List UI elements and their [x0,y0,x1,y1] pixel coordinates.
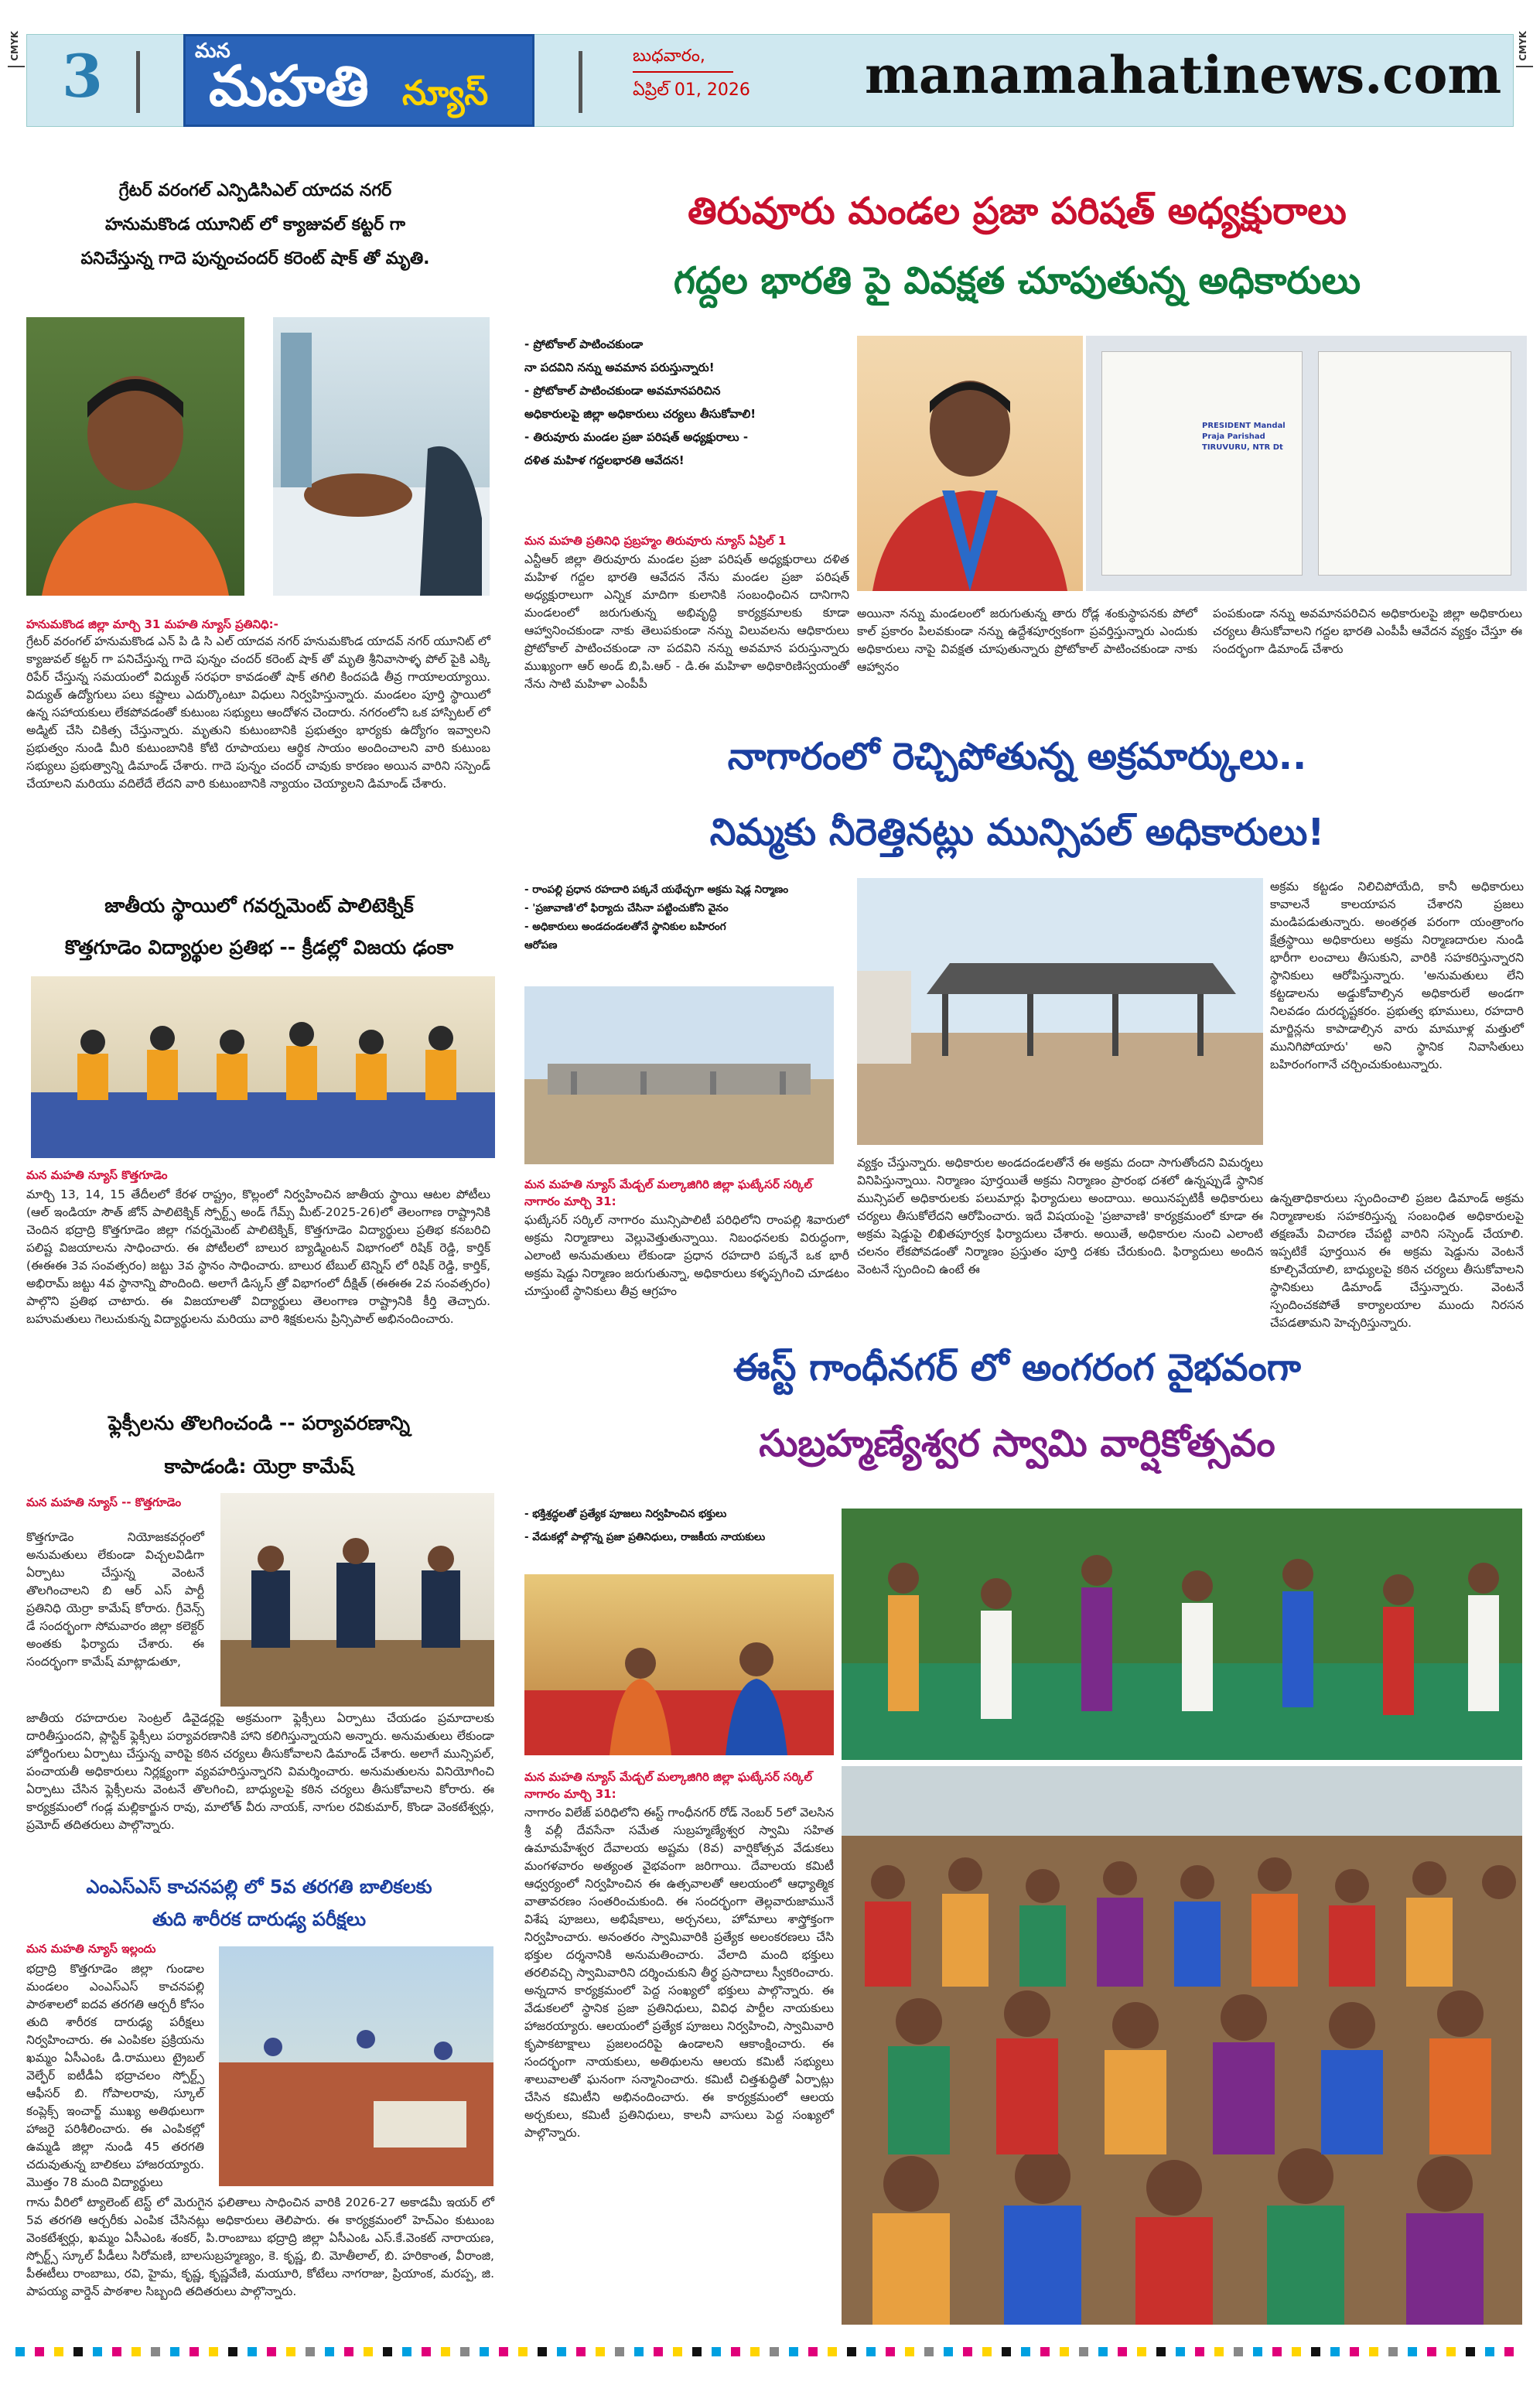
president-illustration [857,336,1083,591]
a2-body1: ఎన్టీఆర్ జిల్లా తిరువూరు మండల ప్రజా పరిషత్ అధ్యక్షురాలు దళిత మహిళ గద్దల భారతి ఆవేదన నేను మండల ప్రజా పరిషత్ అధ్యక్షురాలుగా ఎన్నిక మాదిగా కులానికి సంబంధించిన దానిగాని మండలంలో జరుగుతున్న అభివృద్ధి కార్యక్రమాలకు కూడా ఆహ్వానించకుండా నాకు తెలుపకుండా నన్ను విలువలను ఆధికారులు ప్రోటోకాల్ పాటించకుండా నా పదవిని నన్ను అవమాన పరుస్తున్నారు ముఖ్యంగా ఆర్ అండ్ బి,పి.ఆర్ - డి.ఈ మహిళా అధికారిణిస్వయంతో నేను సాటి మహిళా ఎంపీపీ [524,552,849,691]
calibration-swatch [963,2347,972,2356]
calibration-swatch [73,2347,83,2356]
calibration-swatch [886,2347,895,2356]
a1-headline [23,174,487,276]
a3-students-photo [31,976,495,1158]
calibration-swatch [866,2347,876,2356]
a6-bullets [524,880,849,955]
a5-archery-photo [219,1946,493,2186]
a1-headline-line: గ్రేటర్ వరంగల్ ఎన్పిడిసిఎల్ యాదవ నగర్ [118,181,392,200]
calibration-swatch [383,2347,392,2356]
construction-site-illustration [524,986,834,1164]
letter-page-2 [1318,351,1511,576]
calibration-swatch [828,2347,837,2356]
logo-mahathi: మహతి [209,53,369,118]
calibration-swatch [1214,2347,1224,2356]
calibration-swatch [499,2347,508,2356]
a4-body-narrow: కొత్తగూడెం నియోజకవర్గంలో అనుమతులు లేకుండా విచ్చలవిడిగా ఏర్పాటు చేస్తున్న వెంటనే తొలగించాలని బి ఆర్ ఎస్ పార్టీ ప్రతినిధి యెర్రా కామేష్ కోరారు. గ్రీవెన్స్ డే సందర్భంగా సోమవారం జిల్లా కలెక్టర్ అంతకు ఫిర్యాదు చేశారు. ఈ సందర్భంగా కామేష్ మాట్లాడుతూ, [26,1530,204,1669]
calibration-swatch [634,2347,644,2356]
a5-dateline: మన మహతి న్యూస్ ఇల్లందు [26,1942,156,1956]
a6-bullet: - 'ప్రజావాణి'లో ఫిర్యాదు చేసినా పట్టించుకోని వైనం [524,902,729,914]
letter-page-1 [1101,351,1303,576]
a6-bullet: - రాంపల్లి ప్రధాన రహదారి పక్కనే యథేచ్ఛగా అక్రమ షెడ్ల నిర్మాణం [524,883,789,896]
calibration-swatch [750,2347,760,2356]
a2-president-photo [857,336,1083,591]
a7-bullet: - వేడుకల్లో పాల్గొన్న ప్రజా ప్రతినిధులు, రాజకీయ నాయకులు [524,1531,766,1543]
calibration-swatch [190,2347,199,2356]
calibration-swatch [1388,2347,1398,2356]
calibration-swatch [1504,2347,1514,2356]
temple-ritual-illustration [842,1509,1522,1760]
calibration-swatch [982,2347,992,2356]
calibration-swatch [1485,2347,1494,2356]
calibration-swatch [847,2347,856,2356]
calibration-swatch [924,2347,934,2356]
calibration-swatch [1350,2347,1359,2356]
calibration-swatch [1234,2347,1243,2356]
calibration-swatch [1427,2347,1436,2356]
date-divider [633,71,733,73]
a2-body3: పంపకుండా నన్ను అవమానపరిచిన అధికారులపై జిల్లా అధికారులు చర్యలు తీసుకోవాలని గద్దల భారతి ఎంపీపీ ఆవేదన వ్యక్తం చేస్తూ ఈ సందర్భంగా డిమాండ్ చేశారు [1213,607,1522,656]
a5-headline [23,1871,495,1936]
a6-body4: ఉన్నతాధికారులు స్పందించాలి ప్రజల డిమాండ్ అక్రమ నిర్మాణాలకు సహకరిస్తున్న సంబంధిత అధికారులపై తక్షణమే విచారణ చేపట్టి వారిని సస్పెండ్ చేయాలి. ఇప్పటికే పూర్తయిన ఈ అక్రమ షెడ్డును వెంటనే కూల్చివేయాలి, బాధ్యులపై కఠిన చర్యలు తీసుకోవాలని స్థానికులు డిమాండ్ చేస్తున్నారు. వెంటనే స్పందించకపోతే కార్యాలయాల ముందు నిరసన చేపడతామని హెచ్చరిస్తున్నారు. [1270,1191,1524,1330]
calibration-swatch [576,2347,586,2356]
a5-headline-line: ఎంఎస్ఎస్ కాచనపల్లి లో 5వ తరగతి బాలికలకు [86,1876,432,1898]
a7-dateline: మన మహతి న్యూస్ మేడ్చల్ మల్కాజిగిరి జిల్లా ఘట్కేసర్ సర్కిల్ నాగారం మార్చి 31: [524,1770,812,1801]
a3-dateline: మన మహతి న్యూస్ కొత్తగూడెం [26,1168,168,1182]
a6-dateline: మన మహతి న్యూస్ మేడ్చల్ మల్కాజిగిరి జిల్లా ఘట్కేసర్ సర్కిల్ నాగారం మార్చి 31: [524,1177,812,1208]
calibration-swatch [1060,2347,1069,2356]
a3-headline-line: కొత్తగూడెం విద్యార్థుల ప్రతిభ -- క్రీడల్లో విజయ ఢంకా [64,936,454,958]
pooja-illustration [524,1574,834,1755]
masthead-divider [136,51,140,113]
calibration-swatch [1079,2347,1088,2356]
calibration-swatch [364,2347,373,2356]
calibration-swatch [460,2347,470,2356]
calibration-swatch [1098,2347,1108,2356]
calibration-swatch [712,2347,721,2356]
calibration-swatch [654,2347,663,2356]
calibration-swatch [596,2347,605,2356]
a4-body-wide: జాతీయ రహదారుల సెంట్రల్ డివైడర్లపై అక్రమంగా ఫ్లెక్సీలు ఏర్పాటు చేయడం ప్రమాదాలకు దారితీస్తుందని, ప్లాస్టిక్ ఫ్లెక్సీలు పర్యావరణానికి హాని కలిగిస్తున్నాయని అన్నారు. అనుమతులు లేకుండా హోర్డింగులు ఏర్పాటు చేస్తున్న వారిపై కఠిన చర్యలు తీసుకోవాలని డిమాండ్ చేశారు. అలాగే మున్సిపల్, పంచాయతీ అధికారులు నిర్లక్ష్యంగా వ్యవహరిస్తున్నారని విమర్శించారు. అనుమతులను వినియోగించి ఏర్పాటు చేసిన ఫ్లెక్సీలను వెంటనే తొలగించి, బాధ్యులపై కఠిన చర్యలు తీసుకోవాలని కోరారు. ఈ కార్యక్రమంలో గండ్ల మల్లికార్జున రావు, మాలోత్ వీరు నాయక్, నాగుల రవికుమార్, కొండా వెంకటేశ్వర్లు, ప్రమోద్ తదితరులు పాల్గొన్నారు. [26,1711,494,1832]
calibration-swatch [692,2347,702,2356]
a2-bullet: - తిరువూరు మండల ప్రజా పరిషత్ అధ్యక్షురాలు - [524,430,749,444]
a7-pooja-photo-1 [524,1574,834,1755]
crowd-illustration [842,1766,1522,2325]
calibration-swatch [325,2347,334,2356]
a7-headline-line2: సుబ్రహ్మణ్యేశ్వర స్వామి వార్షికోత్సవం [759,1422,1275,1465]
calibration-swatch [1040,2347,1050,2356]
calibration-swatch [209,2347,218,2356]
hospital-illustration [273,317,490,596]
calibration-swatch [112,2347,121,2356]
a7-ritual-photo [842,1509,1522,1760]
calibration-swatch [267,2347,276,2356]
a4-headline-line: ఫ్లెక్సీలను తొలగించండి -- పర్యావరణాన్ని [108,1412,411,1434]
a3-body: మార్చి 13, 14, 15 తేదీలలో కేరళ రాష్ట్రం, కొల్లంలో నిర్వహించిన జాతీయ స్థాయి ఆటల పోటీలు (ఆల్ ఇండియా సౌత్ జోన్ పాలిటెక్నిక్ స్పోర్ట్స్ అండ్ గేమ్స్ మీట్-2025-26)లో తెలంగాణ రాష్ట్రానికి చెందిన భద్రాద్రి కొత్తగూడెం జిల్లా గవర్నమెంట్ పాలిటెక్నిక్, కొత్తగూడెం విద్యార్థులు ప్రతిభ కనబరిచి పలిష్ట విజయాలను సాధించారు. ఈ పోటీలలో బాలుర బ్యాడ్మింటన్ విభాగంలో రిషిక్ రెడ్డి, కార్తిక్ (ఈఈఈ 3వ సంవత్సరం) జట్టు 3వ స్థానం సాధించారు. బాలుర టేబుల్ టెన్నిస్ లో రిషిక్ రెడ్డి, కార్తిక్, అభిరామ్ జట్టు 4వ స్థానాన్ని పొందింది. అలాగే డిస్కస్ త్రో విభాగంలో దీక్షిత్ (ఈఈఈ 2వ సంవత్సరం) పాల్గొని ప్రతిభ చాటారు. ఈ విజయాలతో విద్యార్థులు తెలంగాణ రాష్ట్రానికి కీర్తి తెచ్చారు. బహుమతులు గెలుచుకున్న విద్యార్థులను మరియు వారి శిక్షకులను ప్రిన్సిపాల్ అభినందించారు. [26,1187,490,1326]
calibration-swatch [1176,2347,1185,2356]
calibration-swatch [131,2347,141,2356]
a2-bullet: నా పదవిని నన్ను అవమాన పరుస్తున్నారు! [524,360,715,374]
calibration-swatch [15,2347,25,2356]
a7-bullets [524,1502,849,1549]
calibration-swatch [422,2347,431,2356]
calibration-swatch [944,2347,953,2356]
calibration-swatch [35,2347,44,2356]
crop-mark-left [8,66,25,67]
a2-bullet: - ప్రోటోకాల్ పాటించకుండా అవమానపరిచిన [524,384,721,398]
calibration-swatch [615,2347,624,2356]
calibration-swatch [286,2347,295,2356]
a3-headline [23,885,495,969]
calibration-swatch [1292,2347,1301,2356]
a6-body1: ఘట్కేసర్ సర్కిల్ నాగారం మున్సిపాలిటీ పరిధిలోని రాంపల్లి శివారులో అక్రమ నిర్మాణాలు వెల్లువెత్తుతున్నాయి. నిబంధనలకు విరుద్ధంగా, ఎలాంటి అనుమతులు లేకుండా ప్రధాన రహదారి పక్కనే ఒక భారీ అక్రమ షెడ్డు నిర్మాణం జరుగుతున్నా, అధికారులు కళ్ళప్పగించి చూడటం చూస్తుంటే స్థానికులు తీవ్ర ఆగ్రహం [524,1213,849,1298]
calibration-swatch [1021,2347,1030,2356]
a5-body-narrow: భద్రాద్రి కొత్తగూడెం జిల్లా గుండాల మండలం ఎంఎస్ఎస్ కాచనపల్లి పాఠశాలలో ఐదవ తరగతి ఆర్చరీ కోసం తుది శారీరక దారుఢ్య పరీక్షలు నిర్వహించారు. ఈ ఎంపికల ప్రక్రియను ఖమ్మం ఏసీఎంఓ డి.రాములు ట్రైబల్ వెల్ఫేర్ ఐటీడీఏ భద్రాచలం స్పోర్ట్స్ ఆఫీసర్ బి. గోపాలరావు, స్కూల్ కంప్లెక్స్ ఇంచార్జ్ ముఖ్య అతిథులుగా హాజరై పరిశీలించారు. ఈ ఎంపికల్లో ఉమ్మడి జిల్లా నుండి 45 తరగతి చదువుతున్న బాలికలు హాజరయ్యారు. మొత్తం 78 మంది విద్యార్థులు [26,1962,204,2189]
a2-headline-line1: తిరువూరు మండల ప్రజా పరిషత్ అధ్యక్షురాలు [688,190,1347,233]
calibration-swatch [54,2347,63,2356]
newspaper-logo [183,34,534,127]
a2-document-photo [1086,336,1527,591]
calibration-swatch [441,2347,450,2356]
a7-bullet: - భక్తిశ్రద్ధలతో ప్రత్యేక పూజలు నిర్వహించిన భక్తులు [524,1508,727,1520]
a2-bullet: అధికారులపై జిల్లా అధికారులు చర్యలు తీసుకోవాలి! [524,407,756,421]
a6-headline-line2: నిమ్మకు నీరెత్తినట్లు మున్సిపల్ అధికారులు! [709,811,1325,854]
calibration-swatch [402,2347,411,2356]
registration-mark-left: CMYK [9,31,20,61]
calibration-swatch [731,2347,740,2356]
a5-headline-line: తుది శారీరక దారుఢ్య పరీక్షలు [152,1908,367,1930]
calibration-swatch [1118,2347,1127,2356]
color-calibration-bar [0,2342,1540,2361]
calibration-swatch [248,2347,257,2356]
calibration-swatch [1195,2347,1204,2356]
calibration-swatch [1137,2347,1146,2356]
a1-dateline: హనుమకొండ జిల్లా మార్చి 31 మహతి న్యూస్ ప్రతినిధి:- [26,617,278,631]
calibration-swatch [905,2347,914,2356]
a2-bullets [524,333,849,472]
a1-headline-line: హనుమకొండ యూనిట్ లో క్యాజువల్ కట్టర్ గా [104,215,406,234]
calibration-swatch [557,2347,566,2356]
a6-body3: అక్రమ కట్టడం నిలిచిపోయేది, కానీ అధికారులు కావాలనే కాలయాపన చేశారని ప్రజలు మండిపడుతున్నారు. అంతర్గత పరంగా యంత్రాంగం క్షేత్రస్థాయి అధికారులు అక్రమ నిర్మాణదారుల నుండి భారీగా లంచాలు తీసుకుని, వారికి సహకరిస్తున్నారని స్థానికులు ఆరోపిస్తున్నారు. 'అనుమతులు లేని కట్టడాలను అడ్డుకోవాల్సిన అధికారులే అండగా నిలవడం దురదృష్టకరం. ప్రభుత్వ భూములు, రహదారి మార్జిన్లను కాపాడాల్సిన వారు మామూళ్ల మత్తులో మునిగిపోయారు' అని స్థానిక నివాసితులు బహిరంగంగానే చర్చించుకుంటున్నారు. [1270,880,1524,1071]
calibration-swatch [1272,2347,1282,2356]
a1-headline-line: పనిచేస్తున్న గాదె పున్నంచందర్ కరెంట్ షాక్ తో మృతి. [80,249,430,268]
a2-headline-line2: గద్దల భారతి పై వివక్షత చూపుతున్న అధికారులు [673,259,1361,302]
letter-stamp: PRESIDENT Mandal Praja Parishad TIRUVURU, NTR Dt [1202,422,1286,452]
calibration-swatch [170,2347,179,2356]
a6-bullet: ఆరోపణ [524,939,558,952]
issue-date: ఏప్రిల్ 01, 2026 [633,80,750,100]
a6-shed-photo-1 [524,986,834,1164]
portrait-illustration [26,317,244,596]
a6-shed-photo-2 [857,878,1263,1145]
a7-devotees-photo [842,1766,1522,2325]
calibration-swatch [1002,2347,1011,2356]
a4-grievance-photo [220,1493,494,1707]
a2-bullet: - ప్రోటోకాల్ పాటించకుండా [524,337,644,351]
calibration-swatch [344,2347,353,2356]
calibration-swatch [151,2347,160,2356]
website-link[interactable]: manamahatinews.com [865,45,1502,105]
calibration-swatch [228,2347,237,2356]
a4-headline [23,1402,495,1488]
shed-illustration [857,878,1263,1145]
a6-bullet: - అధికారులు అండదండలతోనే స్థానికుల బహిరంగ [524,921,726,933]
logo-news: న్యూస్ [402,73,489,113]
calibration-swatch [1253,2347,1262,2356]
a4-dateline: మన మహతి న్యూస్ -- కొత్తగూడెం [26,1495,182,1509]
crop-mark-right [1516,66,1533,67]
calibration-swatch [1156,2347,1166,2356]
a1-portrait-photo [26,317,244,596]
calibration-swatch [306,2347,315,2356]
calibration-swatch [518,2347,528,2356]
calibration-swatch [480,2347,489,2356]
a6-body2: వ్యక్తం చేస్తున్నారు. అధికారుల అండదండలతోనే ఈ అక్రమ దందా సాగుతోందని విమర్శలు వినిపిస్తున్నాయి. నిర్మాణం పూర్తయితే అక్రమ నిర్మాణం ప్రారంభ దశలో ఉన్నప్పుడే స్థానిక మున్సిపల్ అధికారులకు పలుమార్లు ఫిర్యాదులు అందాయి. అయినప్పటికీ అధికారులు చర్యలు తీసుకోలేదని ఆరోపించారు. ఇదే విషయంపై 'ప్రజావాణి' కార్యక్రమంలో కూడా ఈ అక్రమ షెడ్డుపై లిఖితపూర్వక ఫిర్యాదులు చేశారు. అయితే, అధికారుల నుంచి ఎలాంటి చలనం లేకపోవడంతో నిర్మాణం ప్రస్తుతం పూర్తి దశకు చేరుకుంది. ఫిర్యాదులు అందిన వెంటనే స్పందించి ఉంటే ఈ [857,1156,1263,1276]
a1-hospital-photo [273,317,490,596]
a2-bullet: దళిత మహిళ గద్దలభారతి ఆవేదన! [524,453,685,467]
calibration-swatch [538,2347,547,2356]
athletics-illustration [219,1946,493,2186]
a7-body: నాగారం విలేజ్ పరిధిలోని ఈస్ట్ గాంధీనగర్ రోడ్ నెంబర్ 5లో వెలసిన శ్రీ వల్లీ దేవసేనా సమేత సుబ్రహ్మణ్యేశ్వర స్వామి సహిత ఉమామహేశ్వర దేవాలయ అష్టమ (8వ) వార్షికోత్సవ వేడుకలు మంగళవారం అత్యంత వైభవంగా జరిగాయి. దేవాలయ కమిటీ ఆధ్వర్యంలో నిర్వహించిన ఈ ఉత్సవాలతో ఆలయంలో ఆధ్యాత్మిక వాతావరణం సంతరించుకుంది. ఈ సందర్భంగా తెల్లవారుజామునే విశేష పూజలు, అభిషేకాలు, అర్చనలు, హోమాలు శాస్త్రోక్తంగా నిర్వహించారు. అనంతరం స్వామివారికి ప్రత్యేక అలంకరణలు చేసి భక్తుల దర్శనానికి అనుమతించారు. వేలాది మంది భక్తులు తరలివచ్చి స్వామివారిని దర్శించుకుని తీర్థ ప్రసాదాలు స్వీకరించారు. అన్నదాన కార్యక్రమంలో పెద్ద సంఖ్యలో భక్తులు పాల్గొన్నారు. ఈ వేడుకలలో స్థానిక ప్రజా ప్రతినిధులు, వివిధ పార్టీల నాయకులు హాజరయ్యారు. ఆలయంలో ప్రత్యేక పూజలు నిర్వహించి, స్వామివారి కృపాకటాక్షాలు ప్రజలందరిపై ఉండాలని ఆకాంక్షించారు. ఈ సందర్భంగా నాయకులు, అతిథులను ఆలయ కమిటీ సభ్యులు శాలువాలతో ఘనంగా సన్మానించారు. కమిటీ చిత్తశుద్ధితో ఏర్పాట్లు చేసిన కమిటీని అభినందించారు. ఈ కార్యక్రమంలో ఆలయ అర్చకులు, కమిటీ ప్రతినిధులు, కాలనీ వాసులు పెద్ద సంఖ్యలో పాల్గొన్నారు. [524,1806,834,2140]
a6-headline-line1: నాగారంలో రెచ్చిపోతున్న అక్రమార్కులు.. [727,735,1307,778]
calibration-swatch [1466,2347,1475,2356]
calibration-swatch [673,2347,682,2356]
calibration-swatch [1446,2347,1456,2356]
calibration-swatch [93,2347,102,2356]
office-meeting-illustration [220,1493,494,1707]
masthead-divider-2 [579,51,582,113]
calibration-swatch [1408,2347,1417,2356]
a1-body: గ్రేటర్ వరంగల్ హనుమకొండ ఎన్ పి డి సి ఎల్ యాదవ నగర్ హనుమకొండ యాదవ్ నగర్ యూనిట్ లో క్యాజువల్ కట్టర్ గా పనిచేస్తున్న గాదె పున్నం చందర్ కరెంట్ షాక్ తో మృతి శ్రీనివాసాళ్ళ పోల్ పైకి ఎక్కి రిపేర్ చేస్తున్న సమయంలో విద్యుత్ సరఫరా కావడంతో షాక్ తగిలి కిందపడి తీవ్ర గాయాలయ్యాయి. విద్యుత్ ఉద్యోగులు పలు కష్టాలు ఎదుర్కొంటూ విధులు నిర్వహిస్తున్నారు. మండలం పూర్తి స్థాయిలో ఉన్న సహాయకులు లేకపోవడంతో కుటుంబ సభ్యులు ఆందోళన చెందారు. నగరంలోని ఒక హాస్పిటల్ లో అడ్మిట్ చేసి చికిత్స చేస్తున్నారు. మృతుని కుటుంబానికి ప్రభుత్వం భార్యకు ఉద్యోగం ఇవ్వాలని ప్రభుత్వం నుండి మీరి కుటుంబానికి కోటి రూపాయలు ఆర్థిక సాయం అందించాలని వారి కుటుంబ సభ్యులు ప్రభుత్వాన్ని డిమాండ్ చేశారు. గాదె పున్నం చందర్ చావుకు కారణం అయిన వారిని సస్పెండ్ చేయాలని మరియు వదిలేదే లేదని వారి కుటుంబానికి న్యాయం చెయ్యాలని డిమాండ్ చేశారు. [26,634,490,791]
calibration-swatch [789,2347,798,2356]
registration-mark-right: CMYK [1518,31,1528,61]
calibration-swatch [770,2347,779,2356]
a7-headline-line1: ఈస్ట్ గాంధీనగర్ లో అంగరంగ వైభవంగా [733,1346,1301,1389]
calibration-swatch [1369,2347,1378,2356]
logo-mana: మన [195,39,230,63]
a4-headline-line: కాపాడండి: యెర్రా కామేష్ [164,1455,354,1478]
a2-body2: అయినా నన్ను మండలంలో జరుగుతున్న తారు రోడ్ల శంకుస్థాపనకు పోలో కాల్ ప్రకారం పిలవకుండా నన్ను ఉద్దేశపూర్వకంగా ప్రవర్తిస్తున్నారు ఎందుకు అధికారులు నాపై వివక్షత చూపుతున్నారు ప్రోటోకాల్ పాటించకుండా నాకు ఆహ్వానం [857,607,1197,674]
calibration-swatch [1311,2347,1320,2356]
calibration-swatch [808,2347,818,2356]
award-ceremony-illustration [31,976,495,1158]
issue-day: బుధవారం, [633,46,705,66]
calibration-swatch [1330,2347,1340,2356]
page-number: 3 [62,42,103,111]
a3-headline-line: జాతీయ స్థాయిలో గవర్నమెంట్ పాలిటెక్నిక్ [104,894,414,917]
a5-body-wide: గాను వీరిలో ట్యాలెంట్ టెస్ట్ లో మెరుగైన ఫలితాలు సాధించిన వారికి 2026-27 అకాడమీ ఇయర్ లో 5వ తరగతి ఆర్చరీకు ఎంపిక చేసినట్లు అధికారులు తెలిపారు. ఈ కార్యక్రమంలో హెచ్ఎం కుటుంబ వెంకటేశ్వర్లు, ఖమ్మం ఏసీఎంఓ శంకర్, పి.రాంబాబు భద్రాద్రి జిల్లా ఏసీఎంఓ ఎస్.కే.వెంకట్ నారాయణ, స్పోర్ట్స్ స్కూల్ పీడీలు సిరోమణి, బాలసుబ్రహ్మణ్యం, కె. కృష్ణ, బి. మోతీలాల్, బి. హరికాంత, వీరాంజి, పీఈటీలు రాంబాబు, రవి, హైమ, కృష్ణ, కృష్ణవేణి, మయూరి, కోటేలు నాగరాజు, ప్రియాంక, మరప్ప, జి. పాపయ్య వార్డెన్ పాఠశాల సిబ్బంది తదితరులు పాల్గొన్నారు. [26,2195,494,2298]
a2-dateline: మన మహతి ప్రతినిధి ప్రబ్రహ్మం తిరువూరు న్యూస్ ఏప్రిల్ 1 [524,534,787,548]
